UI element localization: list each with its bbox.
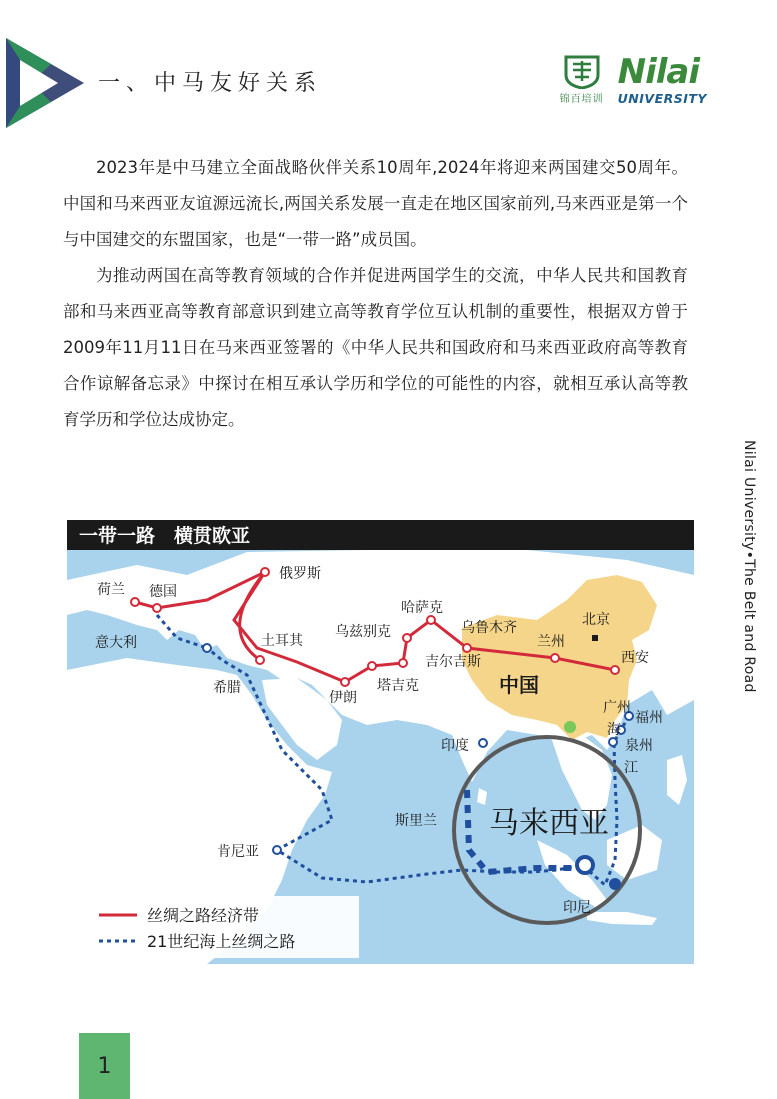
- label-uzbekistan: 乌兹别克: [335, 624, 391, 640]
- label-beijing: 北京: [582, 612, 610, 628]
- label-iran: 伊朗: [329, 690, 357, 706]
- indonesia-marker: [609, 878, 621, 890]
- header-logos: [559, 52, 707, 106]
- page-number: 1: [97, 1053, 112, 1079]
- label-india: 印度: [441, 738, 469, 754]
- paragraph-2: 为推动两国在高等教育领域的合作并促进两国学生的交流，中华人民共和国教育部和马来西亚高等教育部意识到建立高等教育学位互认机制的重要性，根据双方曾于2009年11月11日在马来西亚签署的《中华人民共和国政府和马来西亚政府高等教育合作谅解备忘录》中探讨在相互承认学历和学位的可能性的内容，就相互承认高等教育学历和学位达成协定。: [63, 266, 688, 429]
- label-hainan: 海: [607, 722, 621, 738]
- label-turkey: 土耳其: [261, 633, 303, 649]
- section-title: 一、中马友好关系: [98, 71, 323, 96]
- label-china: 中国: [499, 673, 539, 697]
- nilai-logo-word: Nilai: [617, 52, 700, 92]
- malaysia-marker: [577, 857, 593, 873]
- beijing-marker: [592, 635, 598, 641]
- label-kazakhstan: 哈萨克: [401, 600, 443, 616]
- label-germany: 德国: [149, 584, 177, 600]
- jinbai-logo-text: 锦百培训: [559, 94, 604, 105]
- label-greece: 希腊: [213, 680, 241, 696]
- label-guangzhou: 广州: [603, 700, 631, 716]
- label-netherlands: 荷兰: [97, 582, 125, 598]
- label-quanzhou: 泉州: [625, 738, 653, 754]
- label-indonesia: 印尼: [563, 900, 591, 916]
- label-kenya: 肯尼亚: [217, 844, 259, 860]
- legend-land-label: 丝绸之路经济带: [147, 906, 260, 925]
- label-russia: 俄罗斯: [279, 566, 321, 582]
- nilai-university-logo: [617, 52, 707, 106]
- corner-logo-icon: [6, 38, 86, 128]
- page-number-box: [79, 1033, 130, 1099]
- label-tajikistan: 塔吉克: [377, 678, 419, 694]
- label-italy: 意大利: [95, 635, 137, 651]
- label-lanzhou: 兰州: [537, 634, 565, 650]
- nilai-logo-sub: UNIVERSITY: [617, 91, 707, 106]
- jinbai-logo: [560, 55, 604, 105]
- side-vertical-text: Nilai University•The Belt and Road: [741, 440, 757, 693]
- label-sri-lanka: 斯里兰: [395, 813, 437, 829]
- belt-and-road-map: [67, 520, 694, 964]
- label-malaysia: 马来西亚: [489, 806, 609, 841]
- legend-sea-label: 21世纪海上丝绸之路: [147, 932, 296, 951]
- label-urumqi: 乌鲁木齐: [461, 620, 517, 636]
- map-title: 一带一路 横贯欧亚: [79, 525, 251, 547]
- label-zhanjiang: 江: [624, 760, 638, 776]
- jinbai-emblem-icon: [562, 55, 602, 89]
- label-xian: 西安: [621, 650, 649, 666]
- label-fuzhou: 福州: [635, 710, 663, 726]
- paragraph-1: 2023年是中马建立全面战略伙伴关系10周年,2024年将迎来两国建交50周年。中国和马来西亚友谊源远流长,两国关系发展一直走在地区国家前列,马来西亚是第一个与中国建交的东盟国家，也是“一带一路”成员国。: [63, 158, 688, 249]
- body-text: [63, 150, 688, 438]
- label-kyrgyzstan: 吉尔吉斯: [425, 654, 481, 670]
- hainan-marker: [564, 721, 576, 733]
